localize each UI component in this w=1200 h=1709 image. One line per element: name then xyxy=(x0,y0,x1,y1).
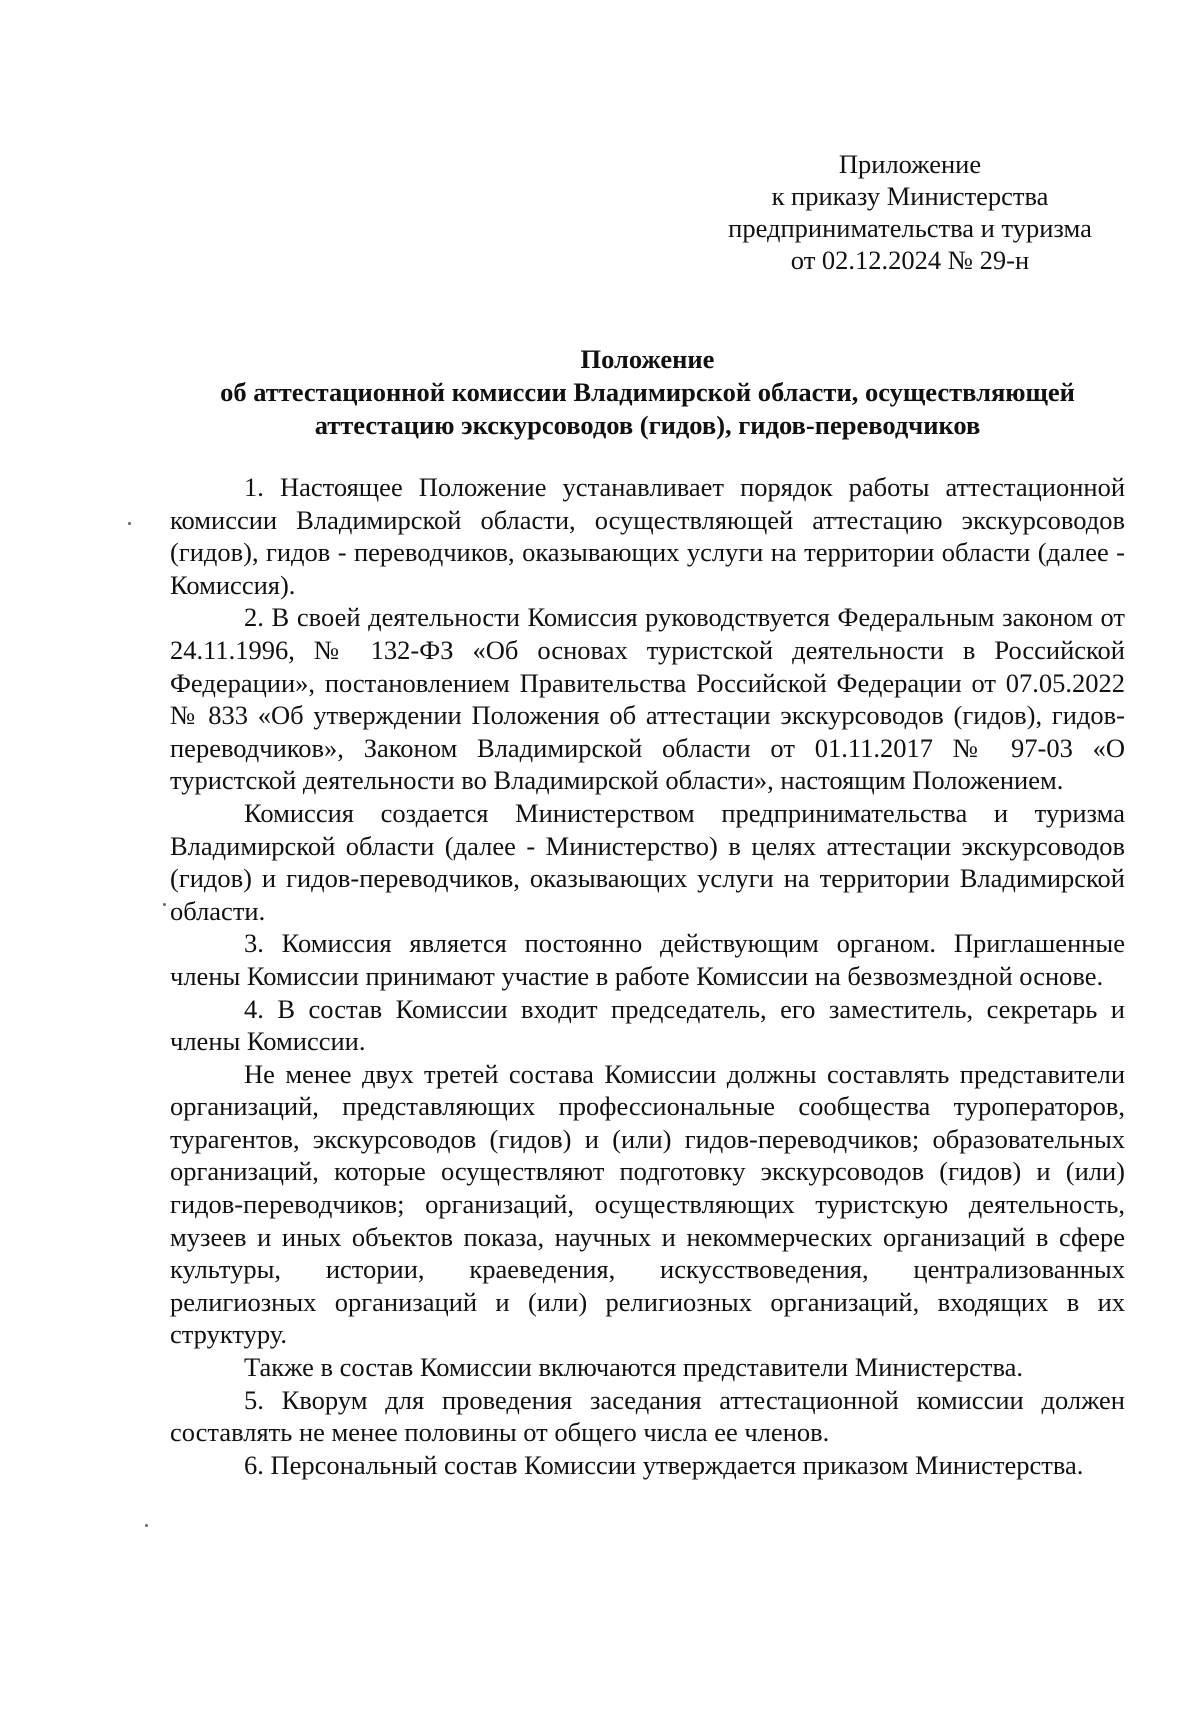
title-line-1: Положение xyxy=(580,344,715,374)
paragraph-2-continued: Комиссия создается Министерством предпринимательства и туризма Владимирской области (далее - Министерство) в целях аттестации экскурсоводов (гидов) и гидов-переводчиков, оказывающих услуги на территории Владимирской области. xyxy=(170,797,1125,926)
scan-speck xyxy=(163,903,166,906)
scan-speck xyxy=(145,1524,148,1527)
annex-line-1: Приложение xyxy=(838,149,982,179)
paragraph-2: 2. В своей деятельности Комиссия руководствуется Федеральным законом от 24.11.1996, № 132-ФЗ «Об основах туристской деятельности в Российской Федерации», постановлением Правительства Российской Федерации от 07.05.2022 № 833 «Об утверждении Положения об аттестации экскурсоводов (гидов), гидов-переводчиков», Законом Владимирской области от 01.11.2017 № 97-03 «О туристской деятельности во Владимирской области», настоящим Положением. xyxy=(170,602,1125,796)
document-title xyxy=(170,343,1125,442)
paragraph-4-ministry: Также в состав Комиссии включаются представители Министерства. xyxy=(244,1352,1024,1383)
title-line-3: аттестацию экскурсоводов (гидов), гидов-переводчиков xyxy=(314,410,981,440)
paragraph-4: 4. В состав Комиссии входит председатель, его заместитель, секретарь и члены Комиссии. xyxy=(170,993,1125,1057)
annex-line-3: предпринимательства и туризма xyxy=(728,213,1092,243)
annex-line-2: к приказу Министерства xyxy=(771,181,1049,211)
annex-line-4: от 02.12.2024 № 29-н xyxy=(790,245,1030,275)
paragraph-1: 1. Настоящее Положение устанавливает порядок работы аттестационной комиссии Владимирской области, осуществляющей аттестацию экскурсоводов (гидов), гидов - переводчиков, оказывающих услуги на территории области (далее - Комиссия). xyxy=(170,472,1125,600)
document-body xyxy=(170,471,1125,1481)
paragraph-5: 5. Кворум для проведения заседания аттестационной комиссии должен составлять не менее половины от общего числа ее членов. xyxy=(170,1384,1125,1448)
title-line-2: об аттестационной комиссии Владимирской области, осуществляющей xyxy=(220,377,1075,407)
annex-header xyxy=(700,148,1120,276)
paragraph-3: 3. Комиссия является постоянно действующим органом. Приглашенные члены Комиссии принимают участие в работе Комиссии на безвозмездной основе. xyxy=(170,928,1125,991)
scan-speck xyxy=(128,522,131,525)
paragraph-4-composition: Не менее двух третей состава Комиссии должны составлять представители организаций, представляющих профессиональные сообщества туроператоров, турагентов, экскурсоводов (гидов) и (или) гидов-переводчиков; образовательных организаций, которые осуществляют подготовку экскурсоводов (гидов) и (или) гидов-переводчиков; организаций, осуществляющих туристскую деятельность, музеев и иных объектов показа, научных и некоммерческих организаций в сфере культуры, истории, краеведения, искусствоведения, централизованных религиозных организаций и (или) религиозных организаций, входящих в их структуру. xyxy=(170,1058,1125,1350)
paragraph-6: 6. Персональный состав Комиссии утверждается приказом Министерства. xyxy=(244,1449,1084,1480)
